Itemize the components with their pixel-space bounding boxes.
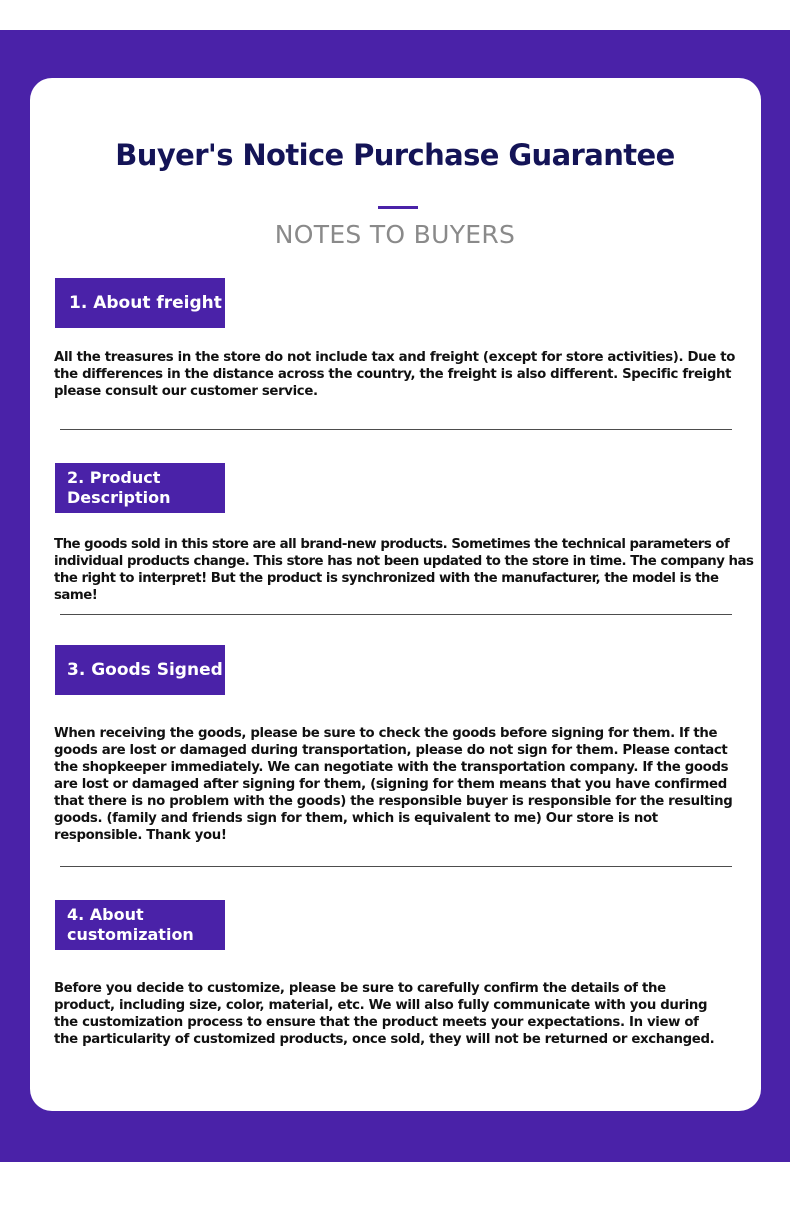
page-subtitle: NOTES TO BUYERS xyxy=(274,220,516,249)
section-label-freight: 1. About freight xyxy=(55,278,225,328)
section-label-customization: 4. About customization xyxy=(55,900,225,950)
title-accent-line xyxy=(378,206,418,209)
section-body-product-description: The goods sold in this store are all brand-new products. Sometimes the technical parameters of individual products change. This store has not been updated to the store in time. The company has the right to interpret! But the product is synchronized with the manufacturer, the model is the same! xyxy=(54,537,754,603)
page-title: Buyer's Notice Purchase Guarantee xyxy=(115,138,675,172)
section-divider xyxy=(60,614,732,615)
section-label-goods-signed: 3. Goods Signed xyxy=(55,645,225,695)
section-body-goods-signed: When receiving the goods, please be sure to check the goods before signing for them. If the goods are lost or damaged during transportation, please do not sign for them. Please contact the shopkeeper immediately. We can negotiate with the transportation company. If the goods are lost or damaged after signing for them, (signing for them means that you have confirmed that there is no problem with the goods) the responsible buyer is responsible for the resulting goods. (family and friends sign for them, which is equivalent to me) Our store is not responsible. Thank you! xyxy=(54,726,733,843)
section-body-customization: Before you decide to customize, please be sure to carefully confirm the details of the product, including size, color, material, etc. We will also fully communicate with you during the customization process to ensure that the product meets your expectations. In view of the particularity of customized products, once sold, they will not be returned or exchanged. xyxy=(54,981,715,1047)
section-divider xyxy=(60,866,732,867)
section-label-product-description: 2. Product Description xyxy=(55,463,225,513)
section-divider xyxy=(60,429,732,430)
section-body-freight: All the treasures in the store do not include tax and freight (except for store activities). Due to the differences in the distance across the country, the freight is also different. Specific freight please consult our customer service. xyxy=(54,350,736,399)
